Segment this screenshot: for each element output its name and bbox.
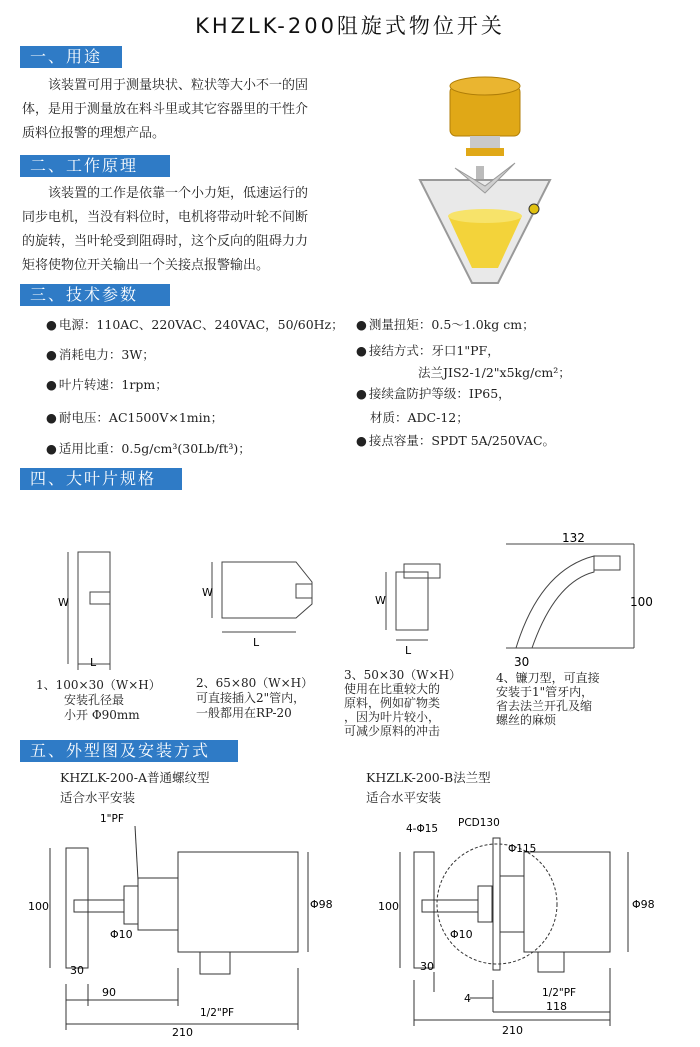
usage-line: 质料位报警的理想产品。 [22,126,166,141]
caption-line: 原料，例如矿物类 [344,696,441,710]
caption-line: 可直接插入2"管内， [196,691,306,705]
param-item: ● 电源：110AC、220VAC、240VAC，50/60Hz； [46,317,344,332]
thread-a [124,886,138,924]
param-speed: 叶片转速：1rpm； [58,377,168,392]
housing-cap [450,77,520,95]
cable-gland-a [200,952,230,974]
install-a-title: KHZLK-200-A普通螺纹型 [60,770,210,785]
blade-3-l-label: L [405,644,412,657]
install-b-drawing [370,808,695,1038]
install-a-length90-label: 90 [102,986,116,999]
caption-line: 安装于1"管牙内， [496,685,594,699]
section-principle-heading: 二、工作原理 [20,155,170,177]
param-protection: 接续盒防护等级：IP65， [368,386,511,401]
shaft-a [74,900,124,912]
install-b-diameter-label: Φ98 [632,898,655,911]
install-b-height-label: 100 [378,900,399,913]
blade-1-drawing [68,552,110,670]
neck-a [138,878,178,930]
blade-2-w-label: W [202,586,213,599]
caption-line: 小开 Φ90mm [64,708,140,722]
neck-b [500,876,524,932]
blade-3-w-label: W [375,594,386,607]
section-blades-heading: 四、大叶片规格 [20,468,182,490]
param-item: ● 测量扭矩：0.5～1.0kg cm； [356,317,535,332]
install-b-pcd-label: PCD130 [458,817,500,829]
param-item: ● 适用比重：0.5g/cm³(30Lb/ft³)； [46,441,251,456]
install-a-length210-label: 210 [172,1026,193,1038]
install-a-height-label: 100 [28,900,49,913]
principle-line: 该装置的工作是依靠一个小力矩，低速运行的 [48,186,309,201]
blade-2-drawing [212,562,312,632]
product-illustration [400,68,570,288]
install-b-paddle-label: 30 [420,960,434,973]
install-a-gland-label: 1/2"PF [200,1007,235,1019]
param-item: ● 接点容量：SPDT 5A/250VAC。 [356,433,556,448]
blade-drawings [0,520,700,670]
flange-b [493,838,500,970]
caption-line: 4、镰刀型，可直接 [496,671,600,685]
caption-line: 可减少原料的冲击 [344,724,441,738]
param-item: ● 接续盒防护等级：IP65， [356,386,511,401]
param-item: ● 叶片转速：1rpm； [46,377,168,392]
caption-line: 2、65×80（W×H） [196,676,314,690]
install-b-subtitle: 适合水平安装 [366,790,442,805]
blade-4-caption [496,671,600,727]
install-a-thread-label: 1"PF [100,813,124,825]
param-connection: 接结方式：牙口1"PF， [368,343,500,358]
usage-text [22,74,362,146]
usage-line: 该装置可用于测量块状、粒状等大小不一的固 [48,78,309,93]
section-usage-heading: 一、用途 [20,46,122,68]
caption-line: ，因为叶片较小， [344,710,441,724]
install-b-title: KHZLK-200-B法兰型 [366,770,491,785]
blade-3-caption [344,668,461,738]
param-material: 材质：ADC-12； [370,410,469,425]
body-a [178,852,298,952]
section-specs-heading: 三、技术参数 [20,284,170,306]
param-contact: 接点容量：SPDT 5A/250VAC。 [368,433,556,448]
blade-2-caption [196,676,313,721]
param-torque: 测量扭矩：0.5～1.0kg cm； [368,317,535,332]
blade-1-w-label: W [58,596,69,609]
shaft-b [422,900,478,912]
blade-2-l-label: L [253,636,260,649]
caption-line: 3、50×30（W×H） [344,668,462,682]
param-item: ● 耐电压：AC1500V×1min； [46,410,224,425]
blade-4-height-label: 100 [630,595,653,609]
blade-4-drawing [506,544,634,648]
paddle-a [66,848,88,968]
install-b-shaft-label: Φ10 [450,928,473,941]
param-item: ● 接结方式：牙口1"PF， [356,343,500,358]
install-a-diameter-label: Φ98 [310,898,333,911]
param-item: ● 消耗电力：3W； [46,347,155,362]
param-power: 电源：110AC、220VAC、240VAC，50/60Hz； [58,317,344,332]
caption-line: 省去法兰开孔及缩 [496,699,593,713]
install-a-subtitle: 适合水平安装 [60,790,136,805]
blade-4-tip-label: 30 [514,655,530,669]
caption-line: 安装孔径最 [64,693,125,707]
page-title: KHZLK-200阻旋式物位开关 [195,14,505,38]
install-a-heading [60,768,210,808]
housing-flange [466,148,504,156]
install-b-holes-label: 4-Φ15 [406,823,439,835]
housing-neck [470,136,500,148]
caption-line: 使用在比重较大的 [344,682,441,696]
blade-1-caption [36,678,161,723]
body-b [524,852,610,952]
principle-line: 的旋转，当叶轮受到阻碍时，这个反向的阻碍力力 [22,234,309,249]
install-a-shaft-label: Φ10 [110,928,133,941]
cable-gland-b [538,952,564,972]
blade-1-l-label: L [90,656,97,669]
material-surface [448,209,522,223]
install-b-heading [366,768,491,808]
param-consumption: 消耗电力：3W； [58,347,155,362]
paddle-b [414,852,434,968]
principle-line: 矩将使物位开关输出一个关接点报警输出。 [22,258,270,273]
param-density: 适用比重：0.5g/cm³(30Lb/ft³)； [58,441,251,456]
param-flange: 法兰JIS2-1/2"x5kg/cm²； [418,365,571,380]
usage-line: 体，是用于测量放在料斗里或其它容器里的干性介 [22,102,309,117]
caption-line: 螺丝的麻烦 [496,713,557,727]
thread-b [478,886,492,922]
param-voltage: 耐电压：AC1500V×1min； [58,410,224,425]
caption-line: 1、100×30（W×H） [36,678,161,692]
side-sensor [529,204,539,214]
install-b-gland-label: 1/2"PF [542,987,577,999]
install-b-length210-label: 210 [502,1024,523,1037]
section-install-heading: 五、外型图及安装方式 [20,740,238,762]
install-a-paddle-label: 30 [70,964,84,977]
principle-text [22,182,367,278]
caption-line: 一般都用在RP-20 [196,706,292,720]
install-a-drawing [20,808,350,1038]
install-b-length118-label: 118 [546,1000,567,1013]
blade-3-drawing [386,564,440,640]
install-b-flange-thickness-label: 4 [464,992,471,1005]
install-b-diameter115-label: Φ115 [508,843,537,855]
pcd-circle-b [437,844,557,964]
blade-4-width-label: 132 [562,531,585,545]
principle-line: 同步电机，当没有料位时，电机将带动叶轮不间断 [22,210,309,225]
